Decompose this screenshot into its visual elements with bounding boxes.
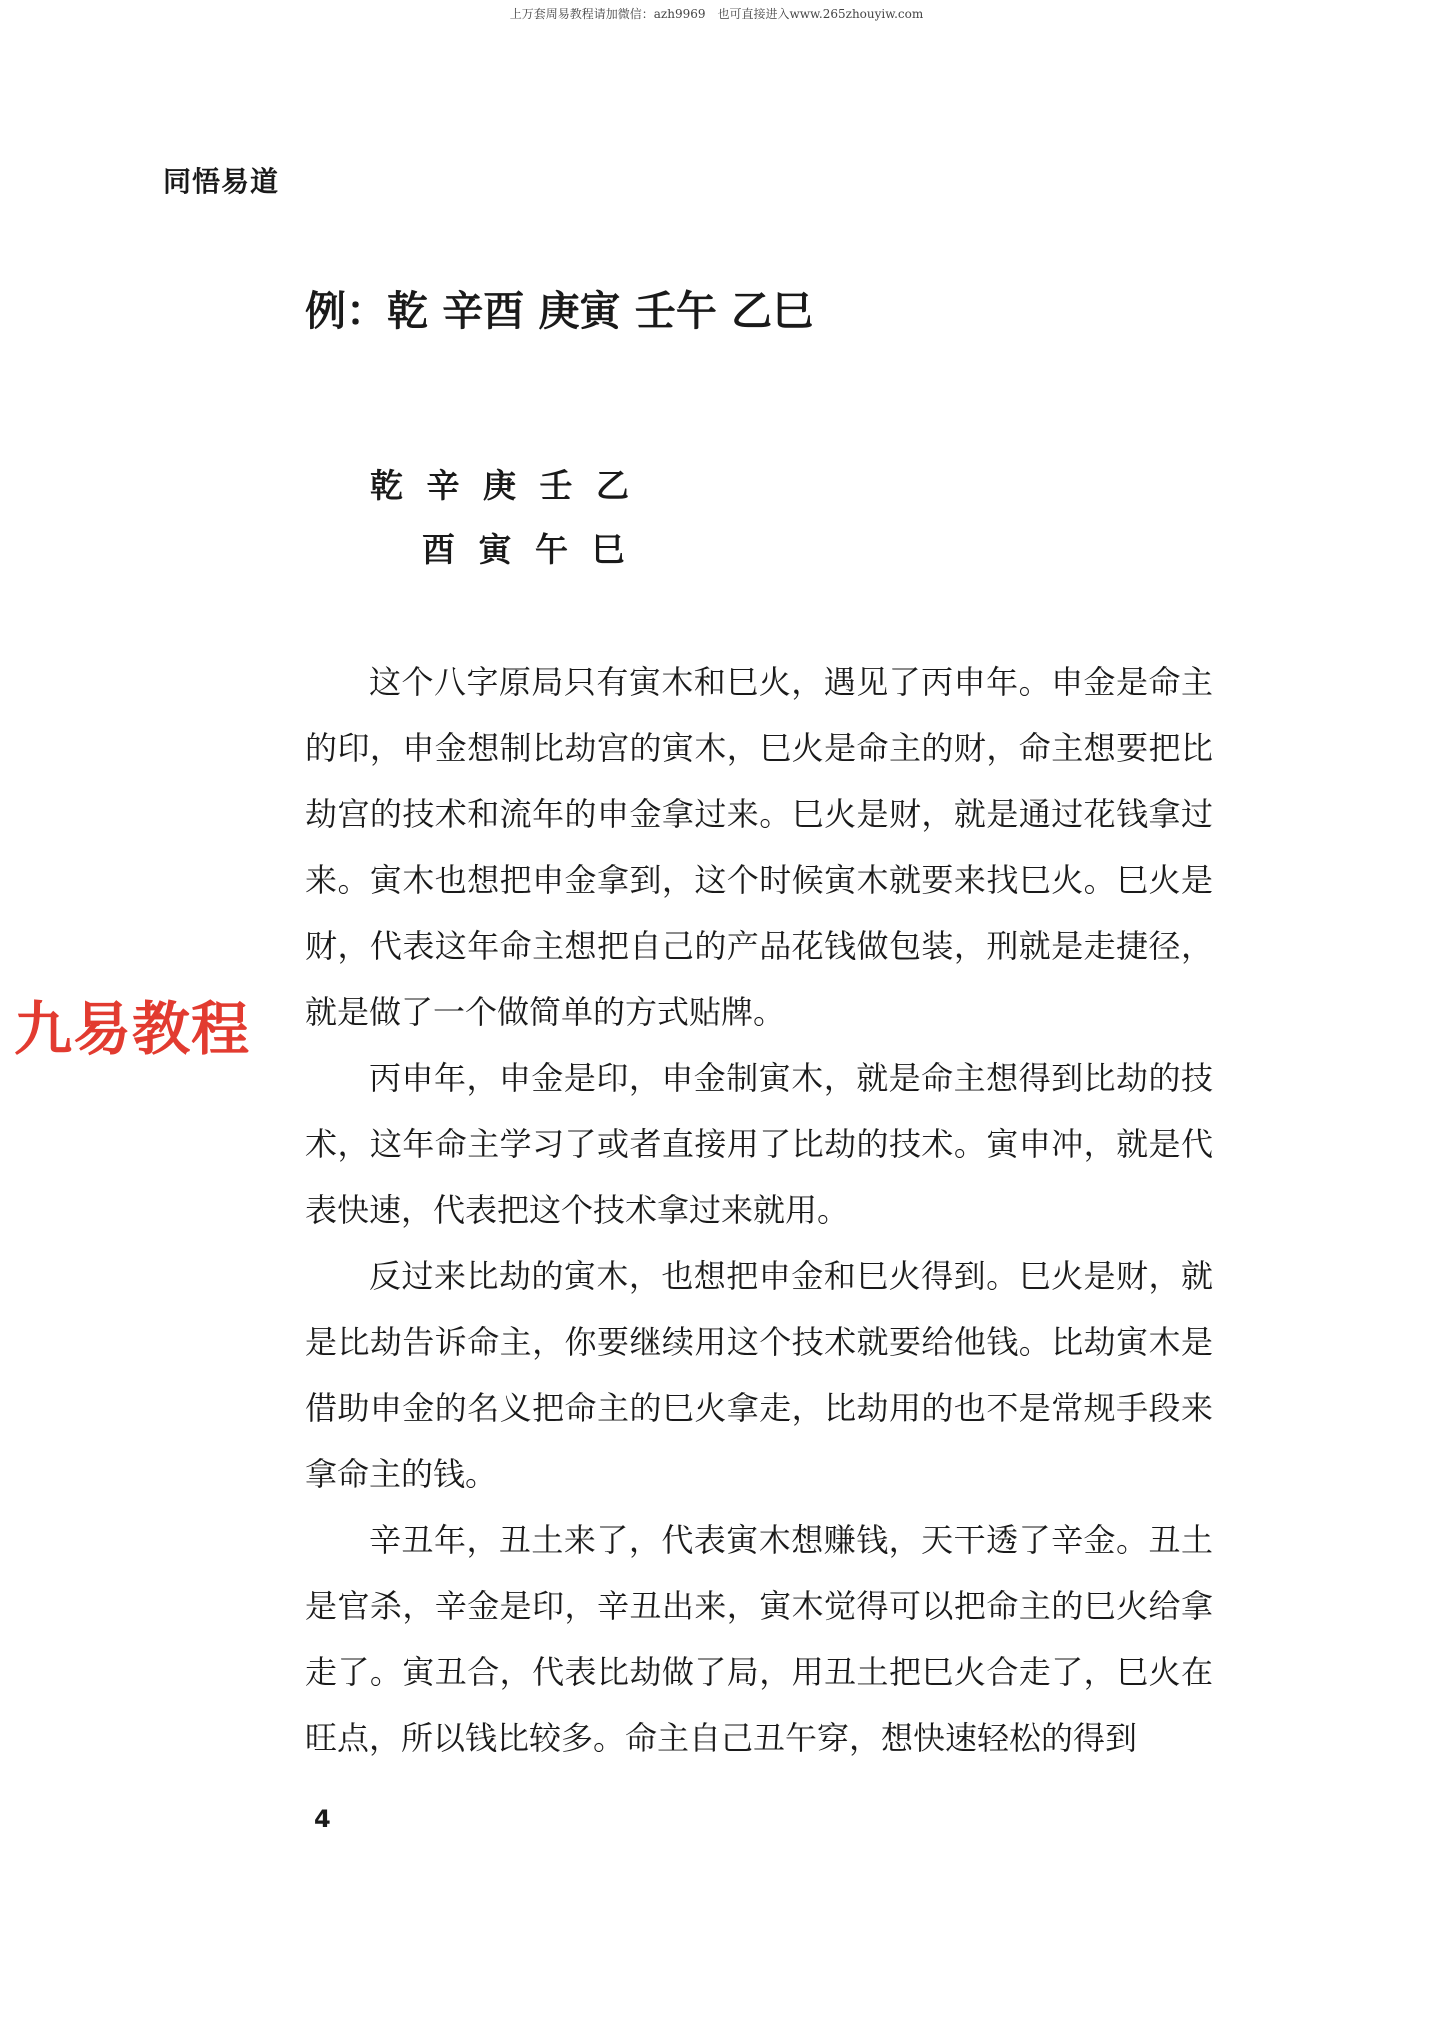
top-banner: 上万套周易教程请加微信：azh9969 也可直接进入www.265zhouyiw.com [509,7,924,21]
body-text [305,649,1213,1771]
paragraph: 辛丑年，丑土来了，代表寅木想赚钱，天干透了辛金。丑土是官杀，辛金是印，辛丑出来，寅木觉得可以把命主的巳火给拿走了。寅丑合，代表比劫做了局，用丑土把巳火合走了，巳火在旺点，所以钱比较多。命主自己丑午穿，想快速轻松的得到 [305,1521,1213,1757]
example-title: 例：乾 辛酉 庚寅 壬午 乙巳 [305,287,814,335]
paragraph: 丙申年，申金是印，申金制寅木，就是命主想得到比劫的技术，这年命主学习了或者直接用了比劫的技术。寅申冲，就是代表快速，代表把这个技术拿过来就用。 [305,1059,1213,1229]
bazi-stems-row: 乾 辛 庚 壬 乙 [370,466,635,505]
watermark-logo: 九易教程 [14,995,251,1063]
paragraph: 这个八字原局只有寅木和巳火，遇见了丙申年。申金是命主的印，申金想制比劫宫的寅木，巳火是命主的财，命主想要把比劫宫的技术和流年的申金拿过来。巳火是财，就是通过花钱拿过来。寅木也想把申金拿到，这个时候寅木就要来找巳火。巳火是财，代表这年命主想把自己的产品花钱做包装，刑就是走捷径，就是做了一个做简单的方式贴牌。 [305,663,1213,1031]
running-head: 同悟易道 [163,165,280,198]
page-number: 4 [314,1805,331,1833]
bazi-branches-row: 酉 寅 午 巳 [422,530,631,569]
paragraph: 反过来比劫的寅木，也想把申金和巳火得到。巳火是财，就是比劫告诉命主，你要继续用这个技术就要给他钱。比劫寅木是借助申金的名义把命主的巳火拿走，比劫用的也不是常规手段来拿命主的钱。 [305,1257,1213,1493]
